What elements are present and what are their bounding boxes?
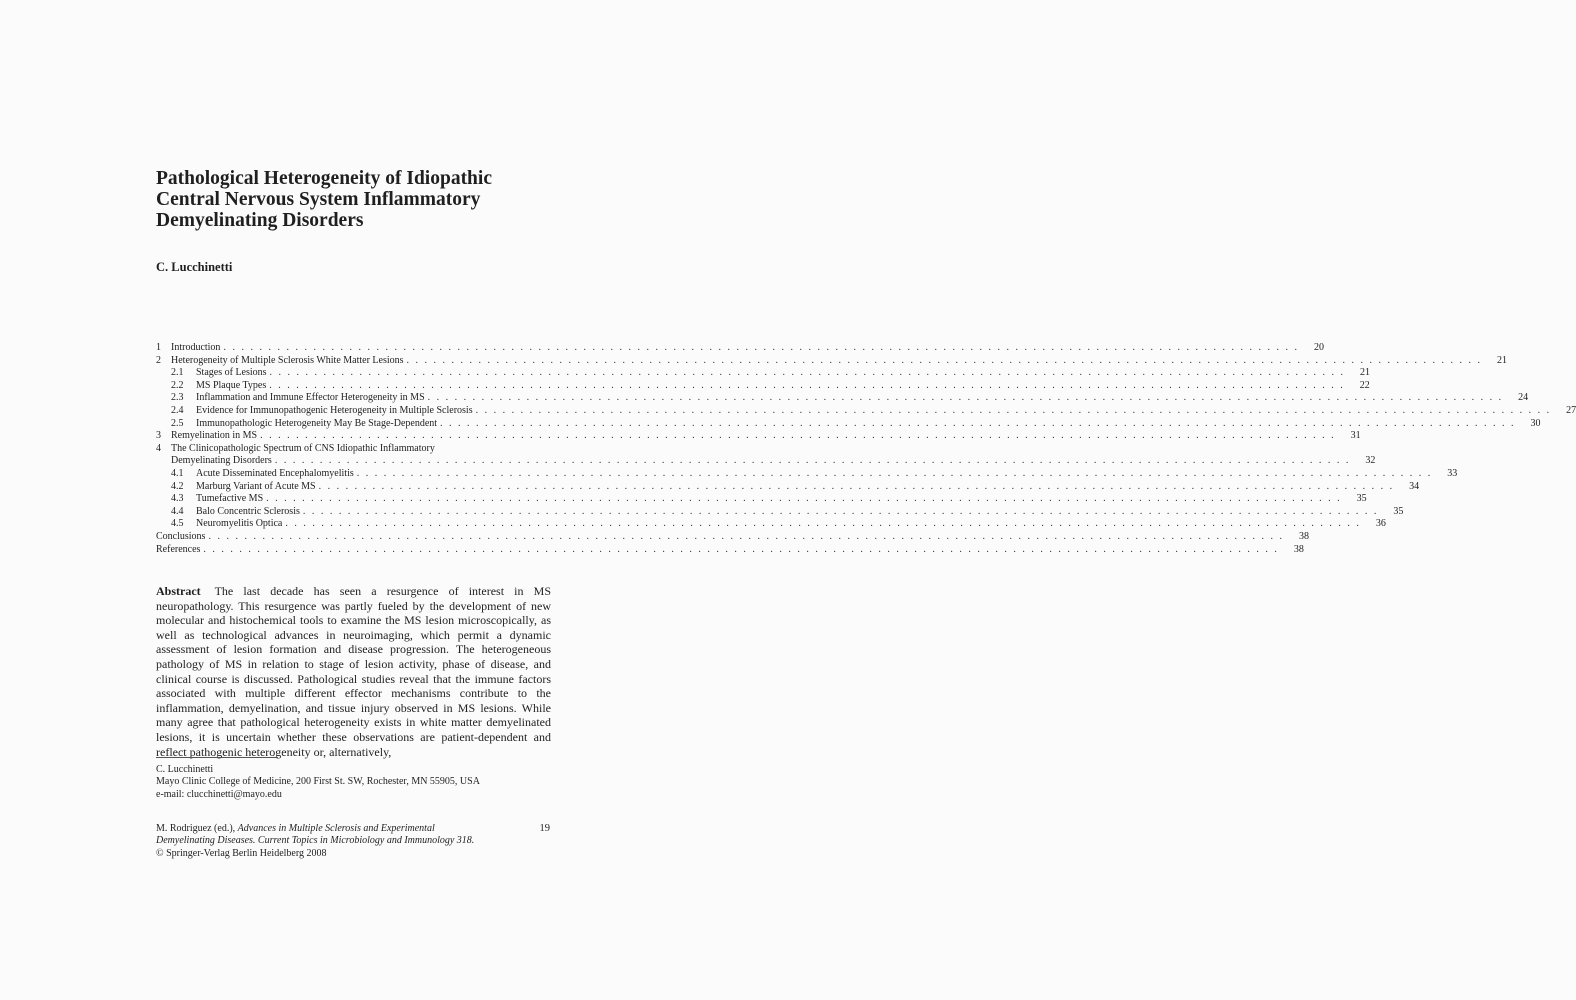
toc-leader-dots: . . . . . . . . . . . . . . . . . . . . . . . . . . . . . . . . . . . . . . . . . . . . . . . . . . . . . . . . . . . . . . . . . . . . . . . . . . . . . . . . . . . . . . . . . . . . . . . . . . . . . . . . . . . . . . . . . . . . . . . .	[269, 367, 1346, 379]
citation-line	[156, 823, 474, 835]
toc-entry-title: Introduction	[171, 342, 221, 353]
toc-entry	[156, 530, 1309, 544]
toc-entry-title: Tumefactive MS	[196, 493, 264, 505]
toc-entry-number: 2.5	[171, 417, 184, 429]
toc-entry	[156, 543, 1304, 557]
chapter-title-line: Central Nervous System Inflammatory	[156, 189, 481, 210]
toc-entry-number: 3	[156, 430, 161, 442]
toc-entry-number: 4.1	[171, 467, 184, 479]
abstract	[156, 584, 551, 759]
toc-entry-number: 2.3	[171, 392, 184, 404]
toc-entry-number: 2.4	[171, 404, 184, 416]
toc-entry-title: Marburg Variant of Acute MS	[196, 480, 316, 492]
affiliation-name: C. Lucchinetti	[156, 764, 214, 775]
toc-entry	[156, 379, 1370, 393]
toc-entry-page: 22	[1359, 379, 1370, 391]
toc-entry-title: MS Plaque Types	[196, 379, 267, 391]
toc-leader-dots: . . . . . . . . . . . . . . . . . . . . . . . . . . . . . . . . . . . . . . . . . . . . . . . . . . . . . . . . . . . . . . . . . . . . . . . . . . . . . . . . . . . . . . . . . . . . . . . . . . . . . . . . . . . . . . . . . . . . . . . .	[274, 455, 1351, 467]
table-of-contents	[156, 342, 1576, 556]
toc-entry-page: 20	[1313, 342, 1324, 353]
toc-leader-dots: . . . . . . . . . . . . . . . . . . . . . . . . . . . . . . . . . . . . . . . . . . . . . . . . . . . . . . . . . . . . . . . . . . . . . . . . . . . . . . . . . . . . . . . . . . . . . . . . . . . . . . . . . . . . . . . . . . . . . . . .	[427, 392, 1504, 404]
toc-entry-page: 31	[1350, 430, 1361, 442]
toc-entry	[156, 480, 1420, 494]
toc-entry-title: Immunopathologic Heterogeneity May Be Stage-Dependent	[196, 417, 438, 429]
toc-entry	[156, 417, 1541, 431]
toc-entry-number: 4.3	[171, 493, 184, 505]
toc-leader-dots: . . . . . . . . . . . . . . . . . . . . . . . . . . . . . . . . . . . . . . . . . . . . . . . . . . . . . . . . . . . . . . . . . . . . . . . . . . . . . . . . . . . . . . . . . . . . . . . . . . . . . . . . . . . . . . . . . . . . . . . .	[223, 342, 1299, 353]
toc-entry-number: 2.2	[171, 379, 184, 391]
toc-entry-page: 30	[1530, 417, 1541, 429]
toc-entry	[156, 443, 551, 456]
toc-entry	[156, 467, 1458, 481]
toc-entry	[156, 342, 1324, 355]
toc-leader-dots: . . . . . . . . . . . . . . . . . . . . . . . . . . . . . . . . . . . . . . . . . . . . . . . . . . . . . . . . . . . . . . . . . . . . . . . . . . . . . . . . . . . . . . . . . . . . . . . . . . . . . . . . . . . . . . . . . . . . . . . .	[440, 417, 1516, 429]
toc-entry-page: 21	[1497, 354, 1508, 366]
toc-entry-title: References	[156, 543, 201, 555]
toc-entry	[156, 493, 1367, 506]
book-citation	[156, 823, 474, 860]
toc-leader-dots: . . . . . . . . . . . . . . . . . . . . . . . . . . . . . . . . . . . . . . . . . . . . . . . . . . . . . . . . . . . . . . . . . . . . . . . . . . . . . . . . . . . . . . . . . . . . . . . . . . . . . . . . . . . . . . . . . . . . . . . .	[475, 404, 1552, 416]
toc-leader-dots: . . . . . . . . . . . . . . . . . . . . . . . . . . . . . . . . . . . . . . . . . . . . . . . . . . . . . . . . . . . . . . . . . . . . . . . . . . . . . . . . . . . . . . . . . . . . . . . . . . . . . . . . . . . . . . . . . . . . . . . .	[356, 467, 1433, 479]
toc-entry	[156, 505, 1404, 519]
toc-entry	[156, 404, 1576, 418]
toc-leader-dots: . . . . . . . . . . . . . . . . . . . . . . . . . . . . . . . . . . . . . . . . . . . . . . . . . . . . . . . . . . . . . . . . . . . . . . . . . . . . . . . . . . . . . . . . . . . . . . . . . . . . . . . . . . . . . . . . . . . . . . . .	[260, 430, 1336, 442]
affiliation-institution: Mayo Clinic College of Medicine, 200 First St. SW, Rochester, MN 55905, USA	[156, 776, 480, 788]
toc-entry-title: Balo Concentric Sclerosis	[196, 505, 300, 517]
toc-entry	[156, 392, 1529, 405]
chapter-title-line: Pathological Heterogeneity of Idiopathic	[156, 168, 492, 189]
toc-entry	[156, 430, 1361, 443]
toc-entry-title: Acute Disseminated Encephalomyelitis	[196, 467, 354, 479]
toc-entry-page: 27	[1566, 404, 1576, 416]
toc-entry-number: 2	[156, 354, 161, 366]
citation-book-title: Advances in Multiple Sclerosis and Experimental	[237, 823, 435, 834]
toc-entry	[156, 367, 1371, 380]
toc-entry	[156, 354, 1508, 368]
affiliation-email: e-mail: clucchinetti@mayo.edu	[156, 788, 282, 800]
toc-entry	[156, 518, 1386, 531]
toc-entry-title: Conclusions	[156, 530, 206, 542]
toc-entry-title: Demyelinating Disorders	[171, 455, 272, 467]
toc-entry-page: 32	[1365, 455, 1376, 467]
toc-leader-dots: . . . . . . . . . . . . . . . . . . . . . . . . . . . . . . . . . . . . . . . . . . . . . . . . . . . . . . . . . . . . . . . . . . . . . . . . . . . . . . . . . . . . . . . . . . . . . . . . . . . . . . . . . . . . . . . . . . . . . . . .	[203, 543, 1279, 555]
chapter-title	[156, 168, 576, 231]
toc-entry	[156, 455, 1376, 468]
toc-entry-page: 21	[1360, 367, 1371, 379]
toc-entry-number: 4.2	[171, 480, 184, 492]
abstract-heading: Abstract	[156, 584, 201, 598]
toc-entry-page: 38	[1293, 543, 1304, 555]
footnote-divider	[156, 757, 278, 758]
toc-entry-page: 35	[1393, 505, 1404, 517]
toc-leader-dots: . . . . . . . . . . . . . . . . . . . . . . . . . . . . . . . . . . . . . . . . . . . . . . . . . . . . . . . . . . . . . . . . . . . . . . . . . . . . . . . . . . . . . . . . . . . . . . . . . . . . . . . . . . . . . . . . . . . . . . . .	[406, 354, 1483, 366]
citation-book-title: Demyelinating Diseases. Current Topics in Microbiology and Immunology 318.	[156, 835, 475, 847]
citation-line	[156, 835, 474, 847]
citation-editor: M. Rodriguez (ed.),	[156, 823, 236, 834]
toc-entry-title: Stages of Lesions	[196, 367, 267, 379]
toc-entry-number: 2.1	[171, 367, 184, 379]
toc-entry-page: 24	[1518, 392, 1529, 404]
toc-leader-dots: . . . . . . . . . . . . . . . . . . . . . . . . . . . . . . . . . . . . . . . . . . . . . . . . . . . . . . . . . . . . . . . . . . . . . . . . . . . . . . . . . . . . . . . . . . . . . . . . . . . . . . . . . . . . . . . . . . . . . . . .	[285, 518, 1361, 530]
toc-leader-dots: . . . . . . . . . . . . . . . . . . . . . . . . . . . . . . . . . . . . . . . . . . . . . . . . . . . . . . . . . . . . . . . . . . . . . . . . . . . . . . . . . . . . . . . . . . . . . . . . . . . . . . . . . . . . . . . . . . . . . . . .	[318, 480, 1395, 492]
toc-entry-page: 34	[1409, 480, 1420, 492]
author-name: C. Lucchinetti	[156, 260, 233, 274]
toc-entry-page: 35	[1356, 493, 1367, 505]
toc-leader-dots: . . . . . . . . . . . . . . . . . . . . . . . . . . . . . . . . . . . . . . . . . . . . . . . . . . . . . . . . . . . . . . . . . . . . . . . . . . . . . . . . . . . . . . . . . . . . . . . . . . . . . . . . . . . . . . . . . . . . . . . .	[269, 379, 1345, 391]
toc-leader-dots: . . . . . . . . . . . . . . . . . . . . . . . . . . . . . . . . . . . . . . . . . . . . . . . . . . . . . . . . . . . . . . . . . . . . . . . . . . . . . . . . . . . . . . . . . . . . . . . . . . . . . . . . . . . . . . . . . . . . . . . .	[266, 493, 1342, 505]
toc-entry-number: 4	[156, 442, 161, 454]
author-affiliation	[156, 764, 480, 801]
toc-entry-title: Inflammation and Immune Effector Heterogeneity in MS	[196, 392, 425, 404]
toc-entry-number: 4.5	[171, 518, 184, 530]
toc-entry-title: The Clinicopathologic Spectrum of CNS Idiopathic Inflammatory	[171, 442, 435, 454]
toc-entry-page: 38	[1298, 530, 1309, 542]
toc-entry-title: Heterogeneity of Multiple Sclerosis White Matter Lesions	[171, 354, 404, 366]
toc-entry-page: 33	[1447, 467, 1458, 479]
page-number: 19	[539, 823, 550, 834]
toc-entry-page: 36	[1375, 518, 1386, 530]
citation-copyright: © Springer-Verlag Berlin Heidelberg 2008	[156, 847, 327, 859]
toc-entry-number: 1	[156, 342, 161, 353]
abstract-body: The last decade has seen a resurgence of interest in MS neuropathology. This resurgence was partly fueled by the development of new molecular and histochemical tools to examine the MS lesion microscopically, as well as technological advances in neuroimaging, which permit a dynamic assessment of lesion formation and disease progression. The heterogeneous pathology of MS in relation to stage of lesion activity, phase of disease, and clinical course is discussed. Pathological studies reveal that the immune factors associated with multiple different effector mechanisms contribute to the inflammation, demyelination, and tissue injury observed in MS lesions. While many agree that pathological heterogeneity exists in white matter demyelinated lesions, it is uncertain whether these observations are patient-dependent and reflect pathogenic heterogeneity or, alternatively,	[156, 584, 551, 759]
toc-entry-title: Neuromyelitis Optica	[196, 518, 283, 530]
toc-leader-dots: . . . . . . . . . . . . . . . . . . . . . . . . . . . . . . . . . . . . . . . . . . . . . . . . . . . . . . . . . . . . . . . . . . . . . . . . . . . . . . . . . . . . . . . . . . . . . . . . . . . . . . . . . . . . . . . . . . . . . . . .	[208, 530, 1284, 542]
toc-entry-title: Remyelination in MS	[171, 430, 258, 442]
toc-entry-title: Evidence for Immunopathogenic Heterogeneity in Multiple Sclerosis	[196, 404, 473, 416]
chapter-title-line: Demyelinating Disorders	[156, 210, 364, 231]
toc-leader-dots: . . . . . . . . . . . . . . . . . . . . . . . . . . . . . . . . . . . . . . . . . . . . . . . . . . . . . . . . . . . . . . . . . . . . . . . . . . . . . . . . . . . . . . . . . . . . . . . . . . . . . . . . . . . . . . . . . . . . . . . .	[302, 505, 1379, 517]
toc-entry-number: 4.4	[171, 505, 184, 517]
